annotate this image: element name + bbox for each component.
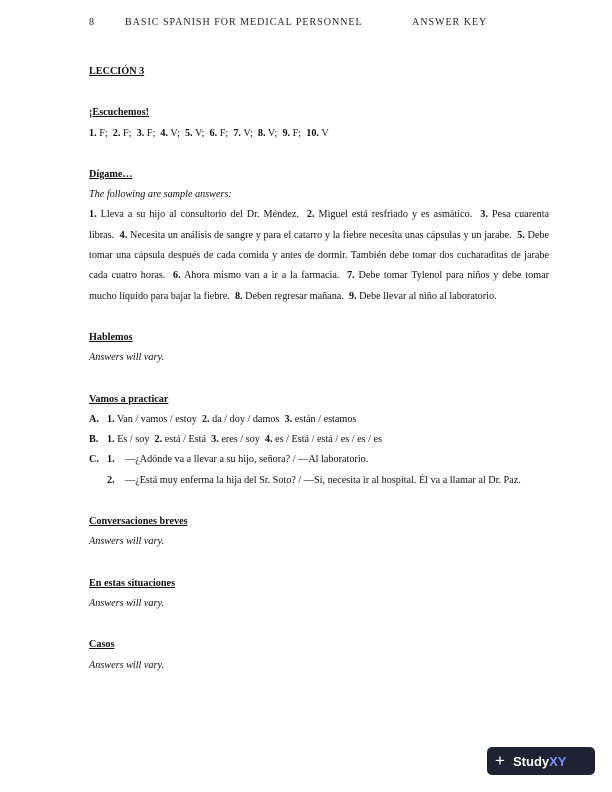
logo-xy-text: XY — [549, 753, 567, 769]
escuchemos-answers: 1. F; 2. F; 3. F; 4. V; 5. V; 6. F; 7. V; 8. V; 9. F; 10. V — [89, 127, 329, 139]
part-text: Van / vamos / estoy — [117, 413, 197, 425]
digame-text: Miguel está resfriado y es asmático. — [318, 209, 473, 221]
casos-title: Casos — [89, 639, 115, 651]
digame-text: Debe tomar una cápsula después de cada comida y antes de dormir. También debe tomar dos cucharaditas de jarabe cada cuatro horas. — [89, 229, 550, 282]
answer-value: F — [99, 127, 105, 139]
answer-value: F — [122, 127, 129, 139]
answer-number: 7. — [233, 127, 241, 139]
digame-number: 4. — [119, 229, 128, 241]
logo-study-text: Study — [513, 753, 550, 769]
digame-intro: The following are sample answers: — [89, 189, 232, 201]
situaciones-section — [89, 574, 549, 615]
exercise-b — [89, 430, 549, 450]
exercise-c-item-2 — [89, 471, 549, 491]
answer-value: F — [146, 127, 153, 139]
digame-number: 8. — [234, 290, 243, 302]
digame-answers — [89, 205, 549, 306]
part-number: 1. — [107, 413, 115, 425]
exercise-c-item-1-text: —¿Adónde va a llevar a su hijo, señora? / —Al laboratorio. — [125, 454, 369, 466]
answer-value: V — [170, 127, 178, 139]
casos-text: Answers will vary. — [89, 659, 164, 671]
part-text: está / Está — [164, 434, 207, 446]
exercise-c-label: C. — [89, 454, 99, 466]
part-text: eres / soy — [221, 434, 260, 446]
answer-value: F — [292, 127, 299, 139]
conversaciones-title: Conversaciones breves — [89, 516, 188, 528]
hablemos-title: Hablemos — [89, 331, 133, 343]
answer-number: 2. — [112, 127, 121, 139]
part-number: 3. — [211, 434, 219, 446]
page-content — [89, 62, 549, 697]
exercise-c-item-2-text: —¿Está muy enferma la hija del Sr. Soto? / —Sí, necesita ir al hospital. Él va a llamar al Dr. Paz. — [125, 474, 521, 486]
escuchemos-title: ¡Escuchemos! — [89, 107, 149, 119]
digame-number: 6. — [173, 270, 181, 282]
answer-number: 9. — [282, 127, 291, 139]
hablemos-section — [89, 328, 549, 369]
answer-number: 5. — [184, 127, 193, 139]
book-title: BASIC SPANISH FOR MEDICAL PERSONNEL — [125, 17, 363, 28]
answer-number: 3. — [136, 127, 145, 139]
answer-value: V — [321, 127, 329, 139]
exercise-a — [89, 410, 549, 430]
conversaciones-text: Answers will vary. — [89, 536, 164, 548]
exercise-c-item-1 — [107, 450, 549, 470]
lesson-title: LECCIÓN 3 — [89, 66, 145, 77]
digame-number: 7. — [347, 270, 355, 282]
part-number: 3. — [284, 413, 293, 425]
escuchemos-section — [89, 103, 549, 144]
exercise-c-item-1-number: 1. — [107, 454, 115, 466]
section-label: ANSWER KEY — [412, 17, 488, 28]
answer-value: F — [219, 127, 226, 139]
part-text: Es / soy — [117, 434, 150, 446]
studyxy-logo[interactable] — [487, 747, 595, 775]
hablemos-text: Answers will vary. — [89, 352, 164, 364]
digame-text: Debe tomar Tylenol para niños y debe tomar mucho líquido para bajar la fiebre. — [89, 270, 550, 302]
digame-number: 3. — [480, 209, 488, 221]
conversaciones-section — [89, 512, 549, 553]
digame-number: 1. — [89, 209, 97, 221]
digame-text: Lleva a su hijo al consultorio del Dr. Méndez. — [100, 209, 299, 221]
part-number: 2. — [201, 413, 210, 425]
answer-number: 10. — [306, 127, 319, 139]
page-number: 8 — [89, 17, 95, 28]
exercise-a-answers — [107, 414, 356, 425]
exercise-a-label: A. — [89, 413, 99, 425]
answer-number: 4. — [160, 127, 169, 139]
answer-value: V — [243, 127, 250, 139]
part-text: da / doy / damos — [212, 413, 280, 425]
answer-number: 1. — [89, 127, 97, 139]
digame-title: Dígame… — [89, 168, 133, 180]
digame-number: 5. — [517, 229, 525, 241]
digame-number: 9. — [348, 290, 357, 302]
vamos-section — [89, 390, 549, 491]
digame-section — [89, 165, 549, 307]
exercise-b-answers — [107, 434, 382, 445]
part-number: 4. — [264, 434, 273, 446]
page-header — [0, 17, 612, 31]
casos-section — [89, 635, 549, 676]
exercise-b-label: B. — [89, 434, 99, 446]
part-text: están / estamos — [294, 413, 357, 425]
vamos-title: Vamos a practicar — [89, 393, 169, 405]
answer-number: 8. — [257, 127, 266, 139]
answer-value: V — [194, 127, 202, 139]
exercise-c-item-2-number: 2. — [107, 474, 115, 486]
situaciones-title: En estas situaciones — [89, 577, 176, 589]
part-text: es / Está / está / es / es / es — [275, 434, 383, 446]
digame-text: Necesita un análisis de sangre y para el catarro y la fiebre necesita unas cápsulas y un jarabe. — [130, 229, 512, 241]
part-number: 2. — [154, 434, 163, 446]
digame-text: Debe llevar al niño al laboratorio. — [359, 290, 497, 302]
digame-text: Pesa cuarenta libras. — [89, 209, 550, 241]
exercise-c — [89, 450, 549, 470]
digame-number: 2. — [306, 209, 315, 221]
answer-value: V — [267, 127, 275, 139]
digame-text: Ahora mismo van a ir a la farmacia. — [183, 270, 340, 282]
digame-text: Deben regresar mañana. — [245, 290, 344, 302]
situaciones-text: Answers will vary. — [89, 597, 164, 609]
answer-number: 6. — [209, 127, 218, 139]
plus-icon: + — [495, 751, 505, 770]
part-number: 1. — [107, 434, 115, 446]
